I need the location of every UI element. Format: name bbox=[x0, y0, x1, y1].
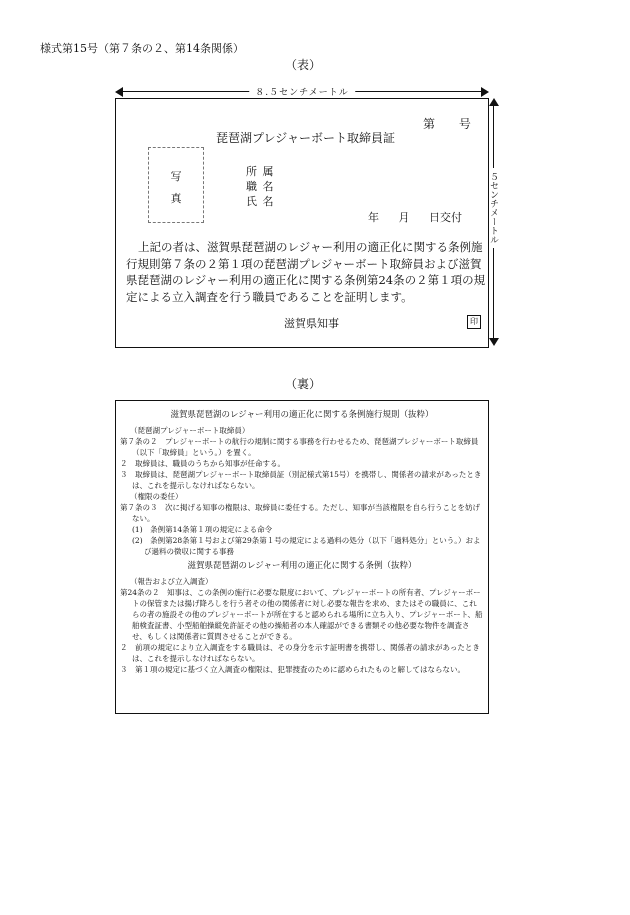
ordinance-line: 第24条の２ 知事は、この条例の施行に必要な限度において、プレジャーボートの所有者、プレジャーボートの保管または揚げ降ろしを行う者その他の関係者に対し必要な報告を求め、またはその職員に、これらの者の施設その他のプレジャーボートが所在すると認められる場所に立ち入り、プレジャーボート、船舶検査証書、小型船舶操縦免許証その他の操船者の本人確認ができる書類その他必要な物件を調査させ、もしくは関係者に質問させることができる。 bbox=[120, 588, 483, 641]
certification-body: 上記の者は、滋賀県琵琶湖のレジャー利用の適正化に関する条例施行規則第７条の２第１項の琵琶湖プレジャーボート取締員および滋賀県琵琶湖のレジャー利用の適正化に関する条例第24条の２第１項の規定による立入調査を行う職員であることを証明します。 bbox=[126, 240, 486, 304]
field-name: 氏 名 bbox=[246, 195, 275, 208]
ordinance-line: ２ 前項の規定により立入調査をする職員は、その身分を示す証明書を携帯し、関係者の請求があったときは、これを提示しなければならない。 bbox=[120, 643, 480, 663]
card-number-label: 第 号 bbox=[423, 117, 471, 131]
certification-text bbox=[126, 239, 486, 305]
rules-line: (2) 条例第28条第１号および第29条第１号の規定による過料の処分（以下「過料処分」という。）および過料の徴収に関する事務 bbox=[132, 536, 481, 556]
arrow-up-icon bbox=[489, 98, 499, 106]
ordinance-line: （報告および立入調査） bbox=[130, 577, 213, 586]
field-position: 職 名 bbox=[246, 180, 275, 193]
id-card-back bbox=[115, 400, 489, 714]
photo-box bbox=[148, 147, 204, 223]
seal-mark: 印 bbox=[467, 315, 481, 329]
rules-line: ２ 取締員は、職員のうちから知事が任命する。 bbox=[120, 459, 285, 468]
back-side-label: （裏） bbox=[284, 377, 321, 391]
back-content bbox=[120, 406, 484, 675]
arrow-right-icon bbox=[481, 87, 489, 97]
form-number: 様式第15号（第７条の２、第14条関係） bbox=[40, 42, 244, 55]
field-affiliation: 所 属 bbox=[246, 165, 275, 178]
rules-line: (1) 条例第14条第１項の規定による命令 bbox=[132, 525, 273, 534]
ordinance-heading: 滋賀県琵琶湖のレジャー利用の適正化に関する条例（抜粋） bbox=[187, 561, 417, 571]
rules-heading: 滋賀県琵琶湖のレジャー利用の適正化に関する条例施行規則（抜粋） bbox=[170, 410, 434, 420]
ordinance-list bbox=[120, 576, 484, 675]
rules-list bbox=[120, 425, 484, 557]
height-dimension-label: ５センチメートル bbox=[487, 168, 500, 248]
height-dimension bbox=[488, 98, 500, 346]
rules-line: ３ 取締員は、琵琶湖プレジャーボート取締員証（別記様式第15号）を携帯し、関係者の請求があったときは、これを提示しなければならない。 bbox=[120, 470, 482, 490]
issue-date: 年 月 日交付 bbox=[368, 211, 462, 224]
width-dimension bbox=[115, 86, 489, 98]
photo-label-bottom: 真 bbox=[170, 192, 182, 205]
rules-line: （琵琶湖プレジャーボート取締員） bbox=[130, 426, 250, 435]
photo-label-top: 写 bbox=[170, 170, 182, 183]
rules-line: （権限の委任） bbox=[130, 492, 183, 501]
front-side-label: （表） bbox=[284, 58, 321, 72]
rules-line: 第７条の３ 次に掲げる知事の権限は、取締員に委任する。ただし、知事が当該権限を自ら行うことを妨げない。 bbox=[120, 503, 480, 523]
governor-title: 滋賀県知事 bbox=[284, 317, 339, 330]
arrow-left-icon bbox=[115, 87, 123, 97]
card-title: 琵琶湖プレジャーボート取締員証 bbox=[216, 131, 395, 145]
ordinance-line: ３ 第１項の規定に基づく立入調査の権限は、犯罪捜査のために認められたものと解してはならない。 bbox=[120, 665, 465, 674]
width-dimension-label: ８.５センチメートル bbox=[249, 85, 355, 98]
id-card-front bbox=[115, 98, 489, 348]
arrow-down-icon bbox=[489, 338, 499, 346]
rules-line: 第７条の２ プレジャーボートの航行の規制に関する事務を行わせるため、琵琶湖プレジャーボート取締員（以下「取締員」という。）を置く。 bbox=[120, 437, 479, 457]
